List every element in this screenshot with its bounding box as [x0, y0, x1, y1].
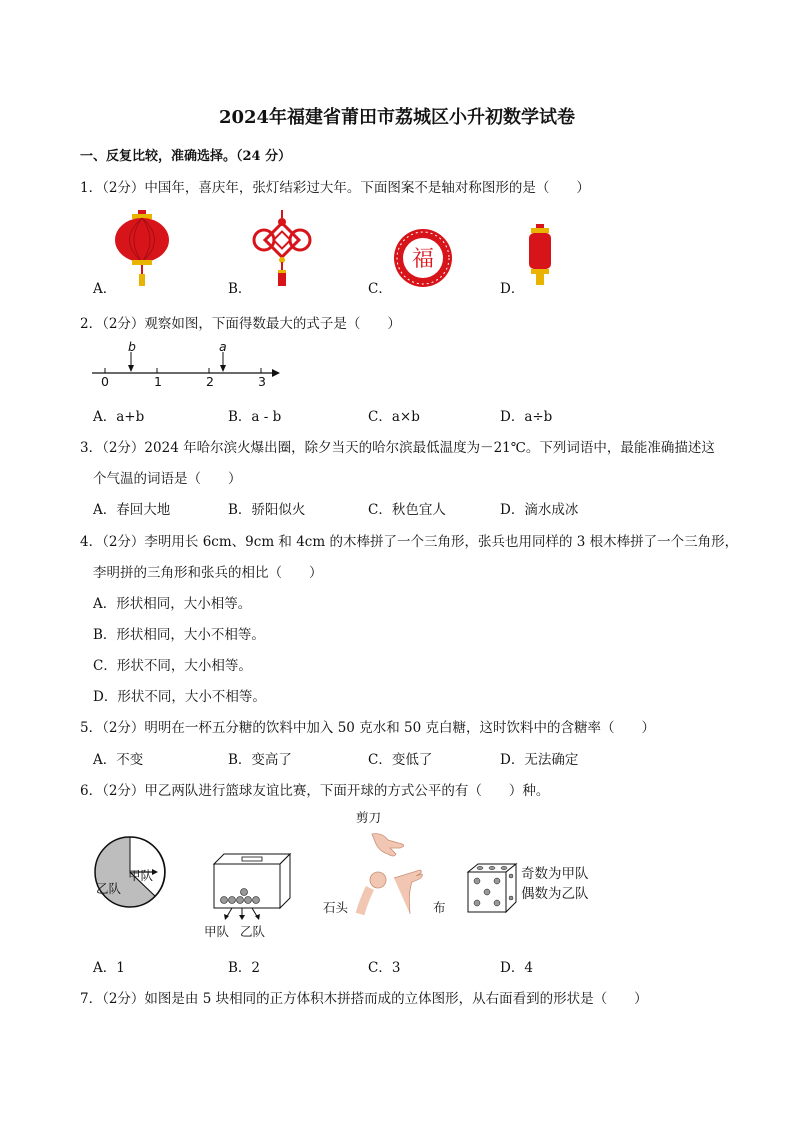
- section-heading: 一、反复比较，准确选择。（24 分）: [80, 149, 292, 164]
- q6-option-a[interactable]: A．1: [93, 960, 125, 976]
- question-1-stem: 1．（2分）中国年，喜庆年，张灯结彩过大年。下面图案不是轴对称图形的是（ ）: [80, 180, 590, 196]
- question-3-stem-line1: 3．（2分）2024 年哈尔滨火爆出圈，除夕当天的哈尔滨最低温度为－21℃。下列词语中，最能准确描述这: [80, 440, 715, 456]
- pie-label-yi: 乙队: [96, 881, 122, 896]
- lantern-round-icon: [112, 210, 172, 290]
- numberline-label-a: a: [219, 339, 227, 354]
- q6-option-d[interactable]: D．4: [500, 960, 533, 976]
- question-4-stem-line1: 4．（2分）李明用长 6cm、9cm 和 4cm 的木棒拼了一个三角形，张兵也用同样的 3 根木棒拼了一个三角形，: [80, 534, 739, 550]
- fu-seal-icon: [393, 228, 453, 288]
- pie-label-jia: 甲队: [128, 868, 154, 883]
- numberline-tick-1: 1: [154, 374, 162, 389]
- question-5-stem: 5．（2分）明明在一杯五分糖的饮料中加入 50 克水和 50 克白糖，这时饮料中的含糖率（ ）: [80, 720, 655, 736]
- numberline-tick-3: 3: [258, 374, 266, 389]
- box-label-yi: 乙队: [240, 924, 266, 939]
- q1-option-d[interactable]: D．: [500, 281, 525, 297]
- ball-box-icon: [210, 852, 292, 920]
- question-7-stem: 7．（2分）如图是由 5 块相同的正方体积木拼搭而成的立体图形，从右面看到的形状是（ ）: [80, 991, 648, 1007]
- q4-option-d[interactable]: D．形状不同，大小不相等。: [93, 689, 266, 705]
- q6-option-b[interactable]: B．2: [228, 960, 261, 976]
- q4-option-a[interactable]: A．形状相同，大小相等。: [93, 596, 252, 612]
- q5-option-d[interactable]: D．无法确定: [500, 752, 579, 768]
- q5-option-b[interactable]: B．变高了: [228, 752, 292, 768]
- hand-gestures-icon: [350, 830, 430, 914]
- q1-option-c[interactable]: C．: [368, 281, 392, 297]
- q3-option-d[interactable]: D．滴水成冰: [500, 502, 579, 518]
- q1-option-b[interactable]: B．: [228, 281, 252, 297]
- numberline-tick-0: 0: [101, 374, 109, 389]
- rps-label-rock: 石头: [323, 900, 349, 915]
- q1-option-a[interactable]: A．: [93, 281, 117, 297]
- q6-option-c[interactable]: C．3: [368, 960, 401, 976]
- q2-option-c[interactable]: C．a×b: [368, 409, 420, 425]
- dice-label-even: 偶数为乙队: [521, 886, 589, 902]
- question-4-stem-line2: 李明拼的三角形和张兵的相比（ ）: [93, 565, 323, 581]
- q4-option-b[interactable]: B．形状相同，大小不相等。: [93, 627, 265, 643]
- fu-character: 福: [411, 247, 435, 272]
- q5-option-c[interactable]: C．变低了: [368, 752, 433, 768]
- q2-option-b[interactable]: B．a - b: [228, 409, 282, 425]
- q2-option-a[interactable]: A．a+b: [93, 409, 145, 425]
- q5-option-a[interactable]: A．不变: [93, 752, 144, 768]
- numberline-label-b: b: [128, 339, 136, 354]
- q3-option-c[interactable]: C．秋色宜人: [368, 502, 446, 518]
- q3-option-b[interactable]: B．骄阳似火: [228, 502, 306, 518]
- question-6-stem: 6．（2分）甲乙两队进行篮球友谊比赛，下面开球的方式公平的有（ ）种。: [80, 783, 550, 799]
- q2-option-d[interactable]: D．a÷b: [500, 409, 553, 425]
- question-3-stem-line2: 个气温的词语是（ ）: [93, 471, 242, 487]
- numberline-tick-2: 2: [206, 374, 214, 389]
- number-line: [90, 338, 285, 388]
- q4-option-c[interactable]: C．形状不同，大小相等。: [93, 658, 252, 674]
- q3-option-a[interactable]: A．春回大地: [93, 502, 171, 518]
- question-2-stem: 2．（2分）观察如图，下面得数最大的式子是（ ）: [80, 316, 401, 332]
- rps-label-scissors: 剪刀: [356, 810, 382, 825]
- chinese-knot-icon: [250, 210, 314, 290]
- dice-icon: [464, 862, 518, 914]
- rps-label-paper: 布: [433, 900, 446, 915]
- dice-label-odd: 奇数为甲队: [521, 866, 589, 882]
- page-title: 2024年福建省莆田市荔城区小升初数学试卷: [218, 107, 576, 128]
- box-label-jia: 甲队: [204, 924, 230, 939]
- lantern-cylinder-icon: [528, 224, 552, 286]
